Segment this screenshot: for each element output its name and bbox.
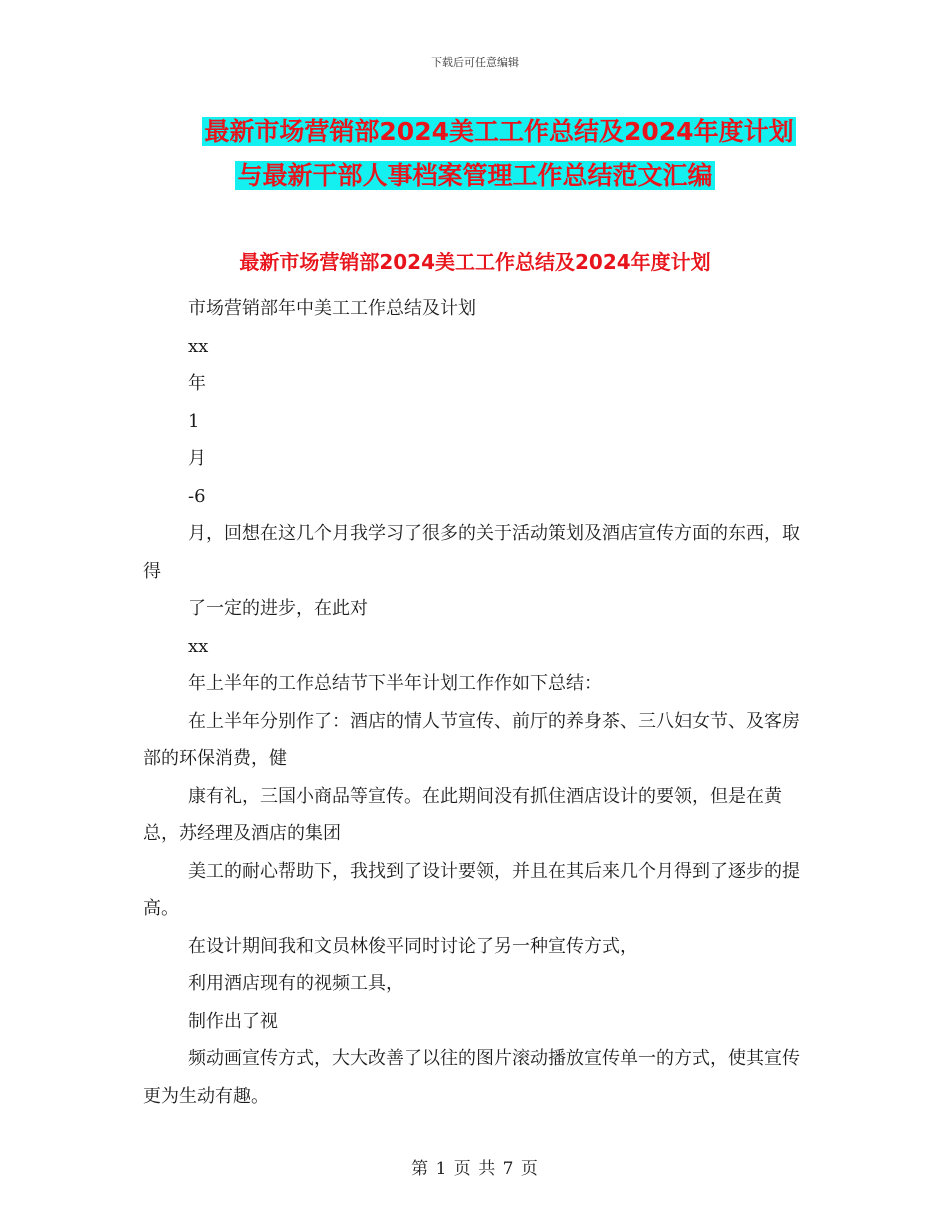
- page-footer: 第 1 页 共 7 页: [411, 1159, 539, 1179]
- document-title-line-1: [0, 112, 950, 152]
- paragraph: 在上半年分别作了：酒店的情人节宣传、前厅的养身茶、三八妇女节、及客房部的环保消费，健: [143, 710, 800, 769]
- paragraph: 康有礼，三国小商品等宣传。在此期间没有抓住酒店设计的要领，但是在黄总，苏经理及酒店的集团: [143, 785, 782, 844]
- paragraph: 月，回想在这几个月我学习了很多的关于活动策划及酒店宣传方面的东西，取得: [143, 523, 800, 582]
- section-heading: 最新市场营销部2024美工工作总结及2024年度计划: [239, 250, 711, 274]
- paragraph: -6: [188, 485, 206, 507]
- paragraph: 利用酒店现有的视频工具，: [188, 973, 404, 994]
- paragraph: 月: [188, 448, 206, 469]
- paragraph: 了一定的进步，在此对: [188, 598, 368, 619]
- paragraph: 美工的耐心帮助下，我找到了设计要领，并且在其后来几个月得到了逐步的提高。: [143, 860, 800, 919]
- paragraph: 在设计期间我和文员林俊平同时讨论了另一种宣传方式，: [188, 935, 638, 957]
- body-text: [143, 290, 808, 1115]
- paragraph: 年: [188, 373, 206, 394]
- document-title-line-2: [0, 156, 950, 196]
- paragraph: 市场营销部年中美工工作总结及计划: [188, 298, 476, 319]
- title-highlight-2: 与最新干部人事档案管理工作总结范文汇编: [237, 161, 713, 190]
- paragraph: xx: [188, 335, 209, 357]
- paragraph: xx: [188, 635, 209, 657]
- paragraph: 年上半年的工作总结节下半年计划工作作如下总结：: [188, 673, 602, 694]
- paragraph: 1: [188, 410, 200, 432]
- header-note: 下载后可任意编辑: [431, 56, 519, 69]
- paragraph: 制作出了视: [188, 1010, 278, 1032]
- title-highlight-1: 最新市场营销部2024美工工作总结及2024年度计划: [204, 117, 794, 146]
- paragraph: 频动画宣传方式，大大改善了以往的图片滚动播放宣传单一的方式，使其宣传更为生动有趣。: [143, 1048, 800, 1107]
